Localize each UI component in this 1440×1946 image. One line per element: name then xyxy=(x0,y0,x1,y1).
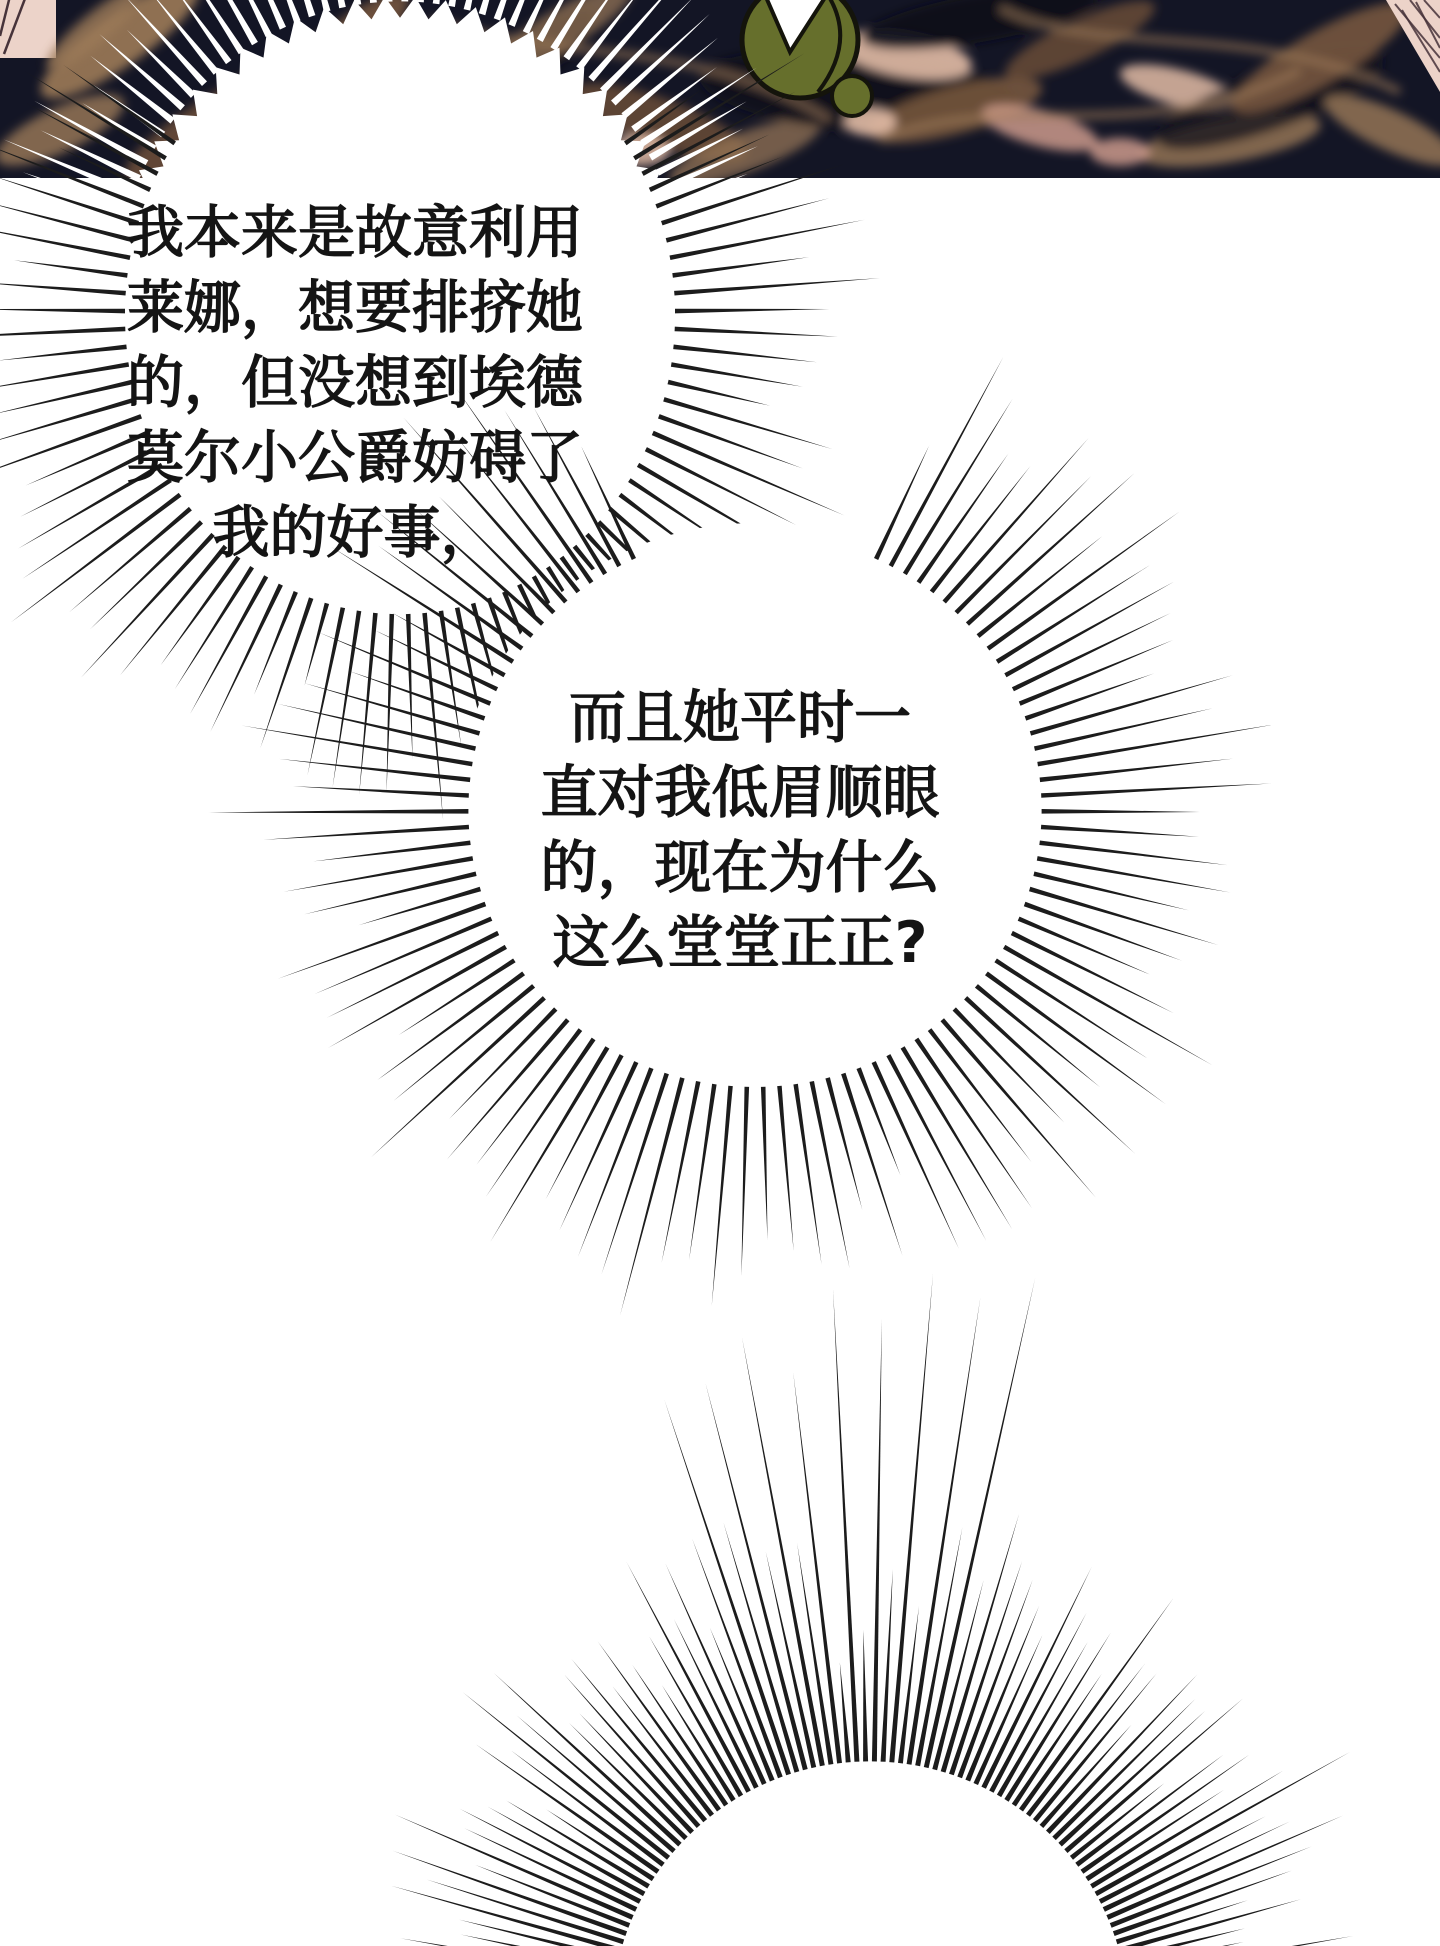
bubble1-line2: 莱娜，想要排挤她 xyxy=(127,275,583,341)
bubble1-line4: 莫尔小公爵妨碍了 xyxy=(127,425,583,491)
speech-bubble-3-burst xyxy=(360,1274,1353,1946)
bubble2-line1: 而且她平时一 xyxy=(569,685,911,751)
bubble1-line3: 的，但没想到埃德 xyxy=(127,350,583,416)
bubble2-line2: 直对我低眉顺眼 xyxy=(540,760,940,826)
bubble2-line4: 这么堂堂正正? xyxy=(552,910,928,976)
bubble2-line3: 的，现在为什么 xyxy=(540,835,940,901)
bubble1-line1: 我本来是故意利用 xyxy=(127,200,583,266)
bubble1-line5: 我的好事， xyxy=(212,500,498,566)
speech-bubble-2-text xyxy=(430,681,1050,981)
speech-bubble-1-text xyxy=(70,196,640,571)
